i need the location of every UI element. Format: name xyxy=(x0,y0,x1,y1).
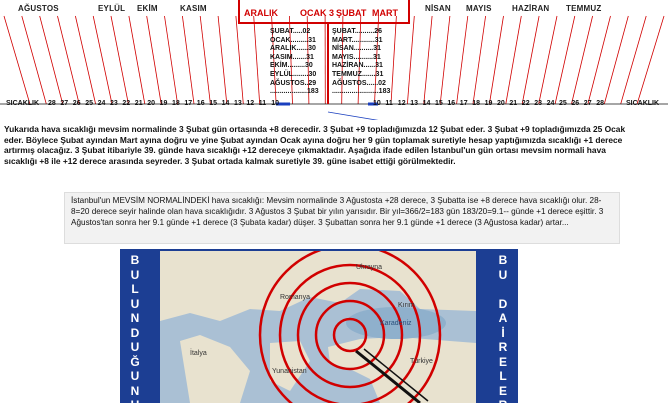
scale-tick-right: 24 xyxy=(547,100,555,107)
vertical-letter: İ xyxy=(490,326,516,341)
month-label-highlight: OCAK 3 xyxy=(300,8,334,18)
vertical-letter: N xyxy=(122,384,148,399)
scale-tick-left: 17 xyxy=(184,100,192,107)
vertical-letter: U xyxy=(122,398,148,413)
istanbul-note: İstanbul'un MEVSİM NORMALİNDEKİ hava sıcaklığı: Mevsim normalinde 3 Ağustosta +28 derece, 3 Şubatta ise +8 derece hava sıcaklığı olur. 28-8=20 derece seyir halinde olan hava sıcaklığıdır. 3 Ağustos 3 Şubat bir yılın yarısıdır. Bir yıl=366/2=183 gün 183/20=9.1-- günde +1 derece eşittir. 3 Ağustos'tan sonra her 9.1 günde +1 derece (3 Şubata kadar) düşer. 3 Şubattan sonra her 9.1 günde +1 derece (3 Ağustosa kadar) artar... xyxy=(64,192,620,244)
scale-tick-right: 25 xyxy=(559,100,567,107)
scale-tick-left: 19 xyxy=(160,100,168,107)
vertical-letter: E xyxy=(490,355,516,370)
fan-line xyxy=(637,16,664,104)
vertical-letter: B xyxy=(122,253,148,268)
scale-tick-right: 28 xyxy=(596,100,604,107)
month-label-highlight: MART xyxy=(372,8,398,18)
fan-line xyxy=(555,16,575,104)
fan-line xyxy=(111,16,128,104)
region-map xyxy=(160,251,476,403)
scale-tick-right: 15 xyxy=(435,100,443,107)
vertical-letter: D xyxy=(490,297,516,312)
day-row: MART............31 xyxy=(332,37,390,46)
vertical-letter: U xyxy=(122,268,148,283)
scale-tick-right: 22 xyxy=(522,100,530,107)
map-graphic xyxy=(160,251,476,403)
vertical-letter: U xyxy=(122,369,148,384)
vertical-letter: L xyxy=(490,369,516,384)
fan-line xyxy=(218,16,227,104)
pointer-line xyxy=(328,112,400,120)
scale-tick-right: 26 xyxy=(571,100,579,107)
day-row: HAZİRAN......31 xyxy=(332,62,390,71)
day-row: MAYIS..........31 xyxy=(332,54,390,63)
scale-tick-left: 11 xyxy=(259,100,266,107)
month-label: NİSAN xyxy=(425,4,451,13)
day-row: AĞUSTOS..29 xyxy=(270,80,319,89)
day-row: KASIM.......31 xyxy=(270,54,319,63)
scale-tick-left: 10 xyxy=(271,100,279,107)
scale-tick-left: 20 xyxy=(147,100,155,107)
scale-tick-left: 12 xyxy=(246,100,254,107)
fan-line xyxy=(200,16,210,104)
vertical-letter: R xyxy=(490,398,516,413)
scale-tick-right: 14 xyxy=(423,100,431,107)
vertical-letter: U xyxy=(490,268,516,283)
fan-line xyxy=(254,16,260,104)
scale-tick-left: 22 xyxy=(122,100,130,107)
day-row: TEMMUZ.......31 xyxy=(332,71,390,80)
day-row: ........................183 xyxy=(332,88,390,97)
vertical-letter: E xyxy=(490,384,516,399)
fan-line xyxy=(539,16,557,104)
month-label: MAYIS xyxy=(466,4,492,13)
fan-line xyxy=(391,16,396,104)
fan-line xyxy=(457,16,468,104)
map-label: Karadeniz xyxy=(380,320,412,327)
fan-line xyxy=(93,16,112,104)
month-label: EYLÜL xyxy=(98,4,125,13)
month-row xyxy=(0,0,668,20)
day-count-right xyxy=(332,28,390,97)
vertical-letter xyxy=(490,282,516,297)
scale-tick-right: 20 xyxy=(497,100,505,107)
fan-line xyxy=(147,16,162,104)
map-label: İtalya xyxy=(190,348,207,357)
scale-tick-right: 12 xyxy=(398,100,406,107)
fan-line xyxy=(40,16,63,104)
map-label: Ukrayna xyxy=(356,264,382,271)
vertical-letter: R xyxy=(490,340,516,355)
scale-tick-left: 24 xyxy=(98,100,106,107)
temperature-scale xyxy=(0,98,668,112)
scale-tick-left: 21 xyxy=(135,100,143,107)
month-label: KASIM xyxy=(180,4,207,13)
scale-tick-left: 13 xyxy=(234,100,242,107)
map-label: Romanya xyxy=(280,294,310,301)
fan-line xyxy=(236,16,243,104)
scale-tick-left: 16 xyxy=(197,100,205,107)
vertical-word-left xyxy=(122,253,148,413)
day-row: ŞUBAT..........26 xyxy=(332,28,390,37)
month-label: EKİM xyxy=(137,4,158,13)
scale-tick-left: 25 xyxy=(85,100,93,107)
day-row: ARALIK......30 xyxy=(270,45,319,54)
fan-line xyxy=(473,16,486,104)
month-label-highlight: ARALIK xyxy=(244,8,278,18)
scale-tick-left: 14 xyxy=(222,100,230,107)
month-label: TEMMUZ xyxy=(566,4,601,13)
fan-line xyxy=(440,16,450,104)
scale-tick-right: 11 xyxy=(385,100,392,107)
scale-tick-right: 10 xyxy=(373,100,381,107)
scale-tick-right: 18 xyxy=(472,100,480,107)
map-label: Yunanistan xyxy=(272,368,307,375)
scale-tick-left: 28 xyxy=(48,100,56,107)
scale-tick-left: 23 xyxy=(110,100,118,107)
vertical-letter: B xyxy=(490,253,516,268)
day-row: ...................183 xyxy=(270,88,319,97)
day-row: AĞUSTOS......02 xyxy=(332,80,390,89)
scale-tick-right: 17 xyxy=(460,100,468,107)
fan-line xyxy=(75,16,95,104)
vertical-letter: L xyxy=(122,282,148,297)
vertical-letter: A xyxy=(490,311,516,326)
scale-tick-left: 27 xyxy=(60,100,68,107)
vertical-letter: Ğ xyxy=(122,355,148,370)
fan-line xyxy=(58,16,80,104)
fan-line xyxy=(489,16,503,104)
day-count-left xyxy=(270,28,319,97)
fan-line xyxy=(572,16,593,104)
scale-label-left: SICAKLIK xyxy=(6,100,39,107)
scale-tick-left: 15 xyxy=(209,100,217,107)
fan-line xyxy=(407,16,414,104)
scale-tick-left: 18 xyxy=(172,100,180,107)
fan-line xyxy=(424,16,432,104)
month-label: HAZİRAN xyxy=(512,4,549,13)
scale-tick-right: 27 xyxy=(584,100,592,107)
fan-line xyxy=(22,16,47,104)
month-label: AĞUSTOS xyxy=(18,4,59,13)
scale-tick-right: 23 xyxy=(534,100,542,107)
vertical-letter: U xyxy=(122,340,148,355)
fan-line xyxy=(182,16,194,104)
scale-tick-right: 16 xyxy=(447,100,455,107)
vertical-letter: N xyxy=(122,311,148,326)
fan-line xyxy=(165,16,178,104)
scale-tick-right: 13 xyxy=(410,100,418,107)
day-row: NİSAN..........31 xyxy=(332,45,390,54)
fan-line xyxy=(522,16,539,104)
vertical-letter: D xyxy=(122,326,148,341)
map-label: Türkiye xyxy=(410,358,433,365)
scale-label-right: SICAKLIK xyxy=(626,100,659,107)
explanation-paragraph: Yukarıda hava sıcaklığı mevsim normalinde 3 Şubat gün ortasında +8 derecedir. 3 Şubat +9 topladığımızda 12 Şubat eder. 3 Şubat +9 topladığımızda 25 Ocak eder. Böylece Şubat ayından Mart ayına doğru ve yine Şubat ayından Ocak ayına doğru her 9 gün toplamak suretiyle hesap yaptığımızda sıcaklığı +1 derece artırmış olacağız. 3 Şubat itibariyle 39. günde hava sıcaklığı +12 dereceye çıkmaktadır. Aşağıda ifade edilen İstanbul'un gün ortası mevsim normali hava sıcaklığı +8 ile +12 derece arasında seyreder. 3 Şubat ortada kalmak suretiyle 39. güne isabet ettiği görülmektedir. xyxy=(4,124,632,166)
map-label: Kırım xyxy=(398,302,415,309)
fan-line xyxy=(129,16,145,104)
vertical-word-right xyxy=(490,253,516,413)
day-row: EYLÜL........30 xyxy=(270,71,319,80)
scale-tick-right: 21 xyxy=(509,100,517,107)
scale-tick-left: 26 xyxy=(73,100,81,107)
scale-tick-right: 19 xyxy=(485,100,493,107)
day-row: OCAK.........31 xyxy=(270,37,319,46)
fan-line xyxy=(4,16,30,104)
vertical-letter: U xyxy=(122,297,148,312)
fan-line xyxy=(506,16,522,104)
month-label-highlight: ŞUBAT xyxy=(336,8,366,18)
fan-line xyxy=(588,16,611,104)
day-row: ŞUBAT.....02 xyxy=(270,28,319,37)
day-row: EKİM.........30 xyxy=(270,62,319,71)
